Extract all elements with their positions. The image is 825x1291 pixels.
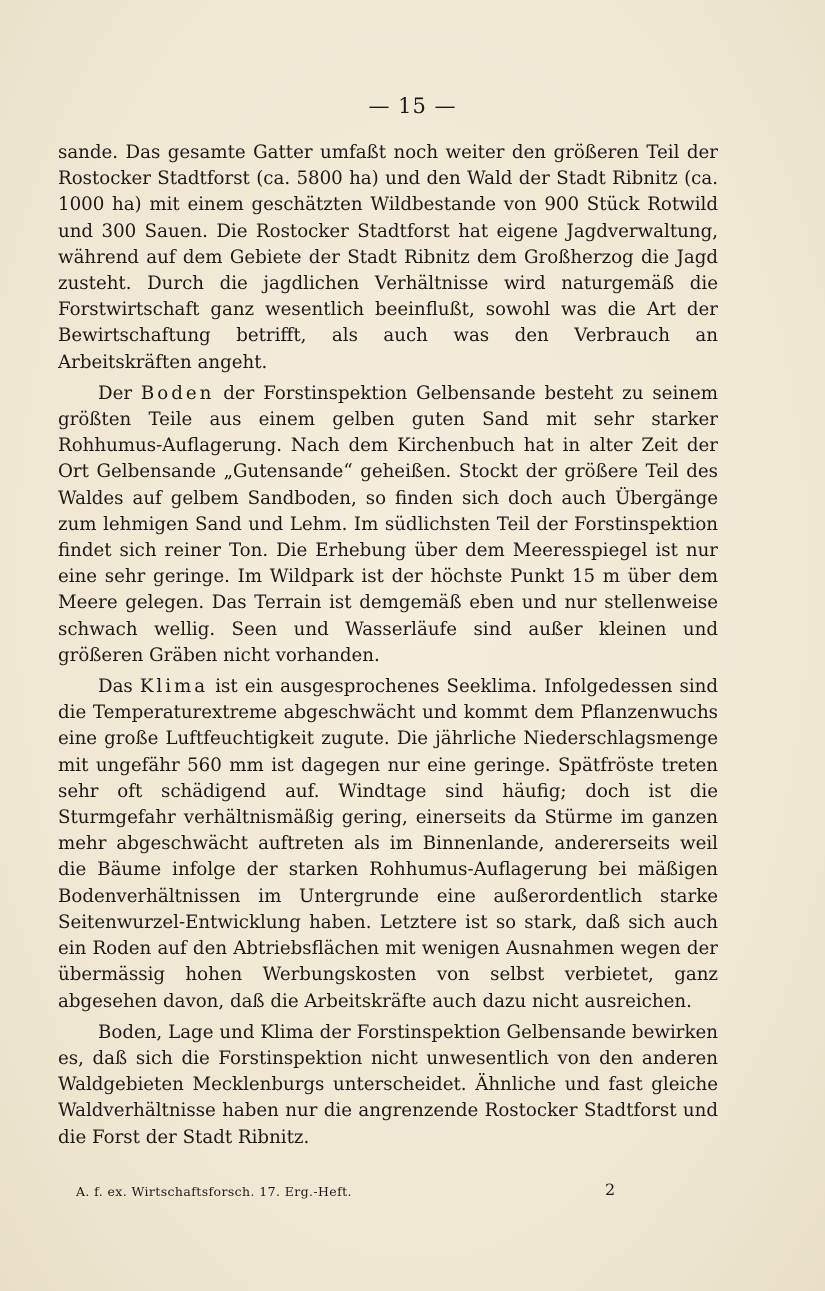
paragraph-soil [58,381,718,669]
paragraph-text: Boden, Lage und Klima der Forstinspektion Gelbensande bewirken es, daß sich die Forstinspektion nicht unwesentlich von den anderen Waldgebieten Mecklenburgs unterscheidet. Ähnliche und fast gleiche Waldverhältnisse haben nur die angrenzende Rostocker Stadtforst und die Forst der Stadt Ribnitz. [58,1021,718,1148]
paragraph-text: sande. Das gesamte Gatter umfaßt noch weiter den größeren Teil der Rostocker Stadtforst (ca. 5800 ha) und den Wald der Stadt Ribnitz (ca. 1000 ha) mit einem geschätzten Wildbestande von 900 Stück Rotwild und 300 Sauen. Die Rostocker Stadtforst hat eigene Jagdverwaltung, während auf dem Gebiete der Stadt Ribnitz dem Großherzog die Jagd zusteht. Durch die jagdlichen Verhältnisse wird naturgemäß die Forstwirtschaft ganz wesentlich beeinflußt, sowohl was die Art der Bewirtschaftung betrifft, als auch was den Verbrauch an Arbeitskräften angeht. [58,142,718,373]
footer-signature-mark: 2 [605,1180,616,1199]
footer-journal-line: A. f. ex. Wirtschaftsforsch. 17. Erg.-Heft. [76,1184,352,1199]
paragraph-text-intro: Der [98,382,141,404]
paragraph-summary [58,1020,718,1151]
paragraph-climate [58,674,718,1015]
spaced-term-boden: Boden [140,382,215,404]
paragraph-text: der Forstinspektion Gelbensande besteht zu seinem größten Teile aus einem gelben guten Sand mit sehr starker Rohhumus-Auflagerung. Nach dem Kirchenbuch hat in alter Zeit der Ort Gelbensande „Gutensande“ geheißen. Stockt der größere Teil des Waldes auf gelbem Sandboden, so finden sich doch auch Übergänge zum lehmigen Sand und Lehm. Im südlichsten Teil der Forstinspektion findet sich reiner Ton. Die Erhebung über dem Meeresspiegel ist nur eine sehr geringe. Im Wildpark ist der höchste Punkt 15 m über dem Meere gelegen. Das Terrain ist demgemäß eben und nur stellenweise schwach wellig. Seen und Wasserläufe sind außer kleinen und größeren Gräben nicht vorhanden. [58,382,718,666]
page-number: — 15 — [368,94,457,118]
paragraph-text-intro: Das [98,676,140,698]
body-text [58,140,718,1156]
spaced-term-klima: Klima [139,676,209,698]
paragraph-hunting [58,140,718,376]
paragraph-text: ist ein ausgesprochenes Seeklima. Infolgedessen sind die Temperaturextreme abgeschwächt und kommt dem Pflanzenwuchs eine große Luftfeuchtigkeit zugute. Die jährliche Niederschlagsmenge mit ungefähr 560 mm ist dagegen nur eine geringe. Spätfröste treten sehr oft schädigend auf. Windtage sind häufig; doch ist die Sturmgefahr verhältnismäßig gering, einerseits da Stürme im ganzen mehr abgeschwächt auftreten als im Binnenlande, andererseits weil die Bäume infolge der starken Rohhumus-Auflagerung bei mäßigen Bodenverhältnissen im Untergrunde eine außerordentlich starke Seitenwurzel-Entwicklung haben. Letztere ist so stark, daß sich auch ein Roden auf den Abtriebsflächen mit wenigen Ausnahmen wegen der übermässig hohen Werbungskosten von selbst verbietet, ganz abgesehen davon, daß die Arbeitskräfte auch dazu nicht ausreichen. [58,676,719,1012]
